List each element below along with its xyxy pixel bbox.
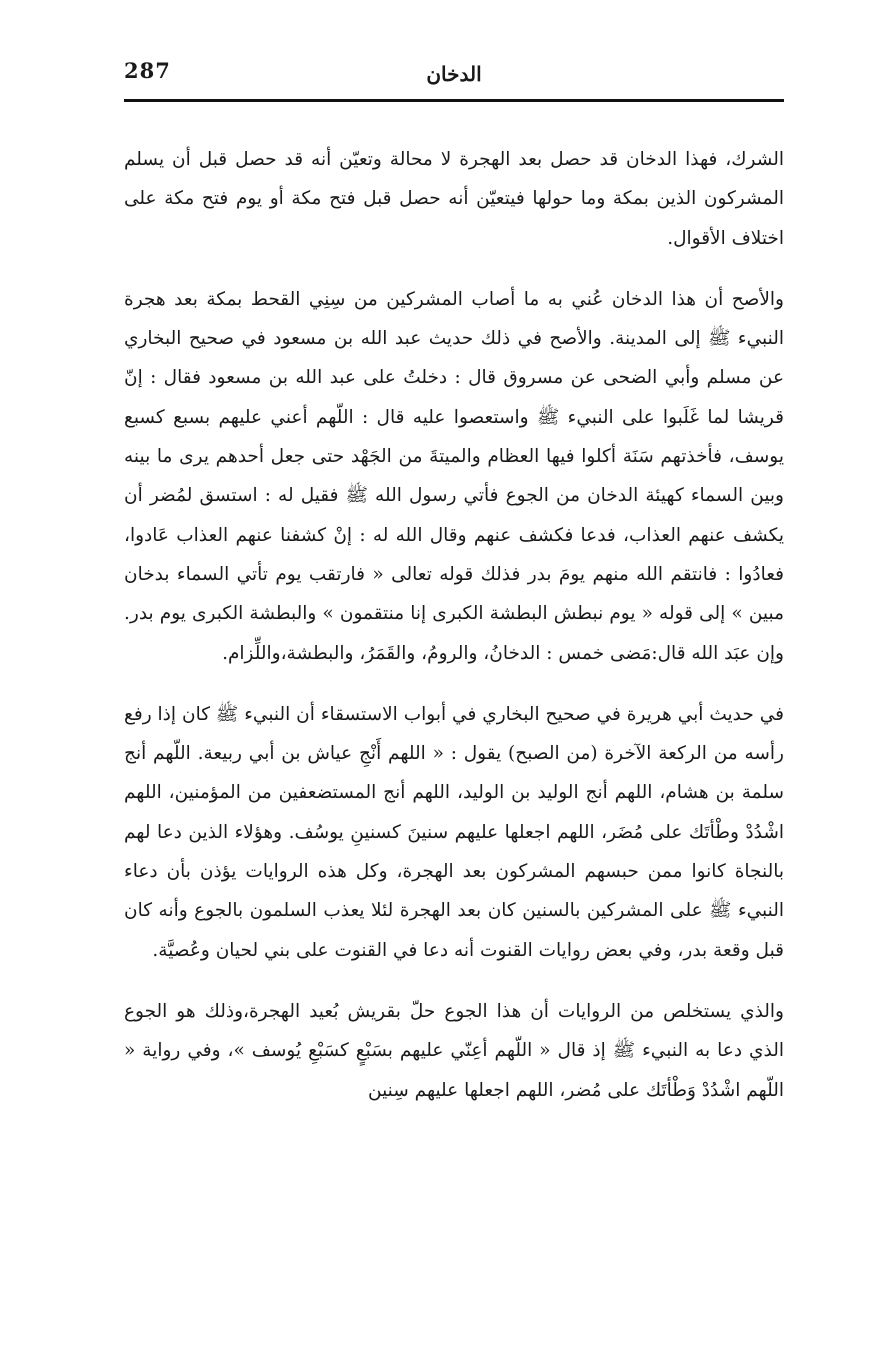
page-number: 287: [124, 58, 171, 83]
running-title: الدخان: [426, 62, 482, 86]
body-text: [124, 140, 784, 1132]
page-header: [124, 52, 784, 100]
paragraph: في حديث أبي هريرة في صحيح البخاري في أبواب الاستسقاء أن النبيء ﷺ كان إذا رفع رأسه من الركعة الآخرة (من الصبح) يقول : « اللهم أَنْجِ عياش بن أبي ربيعة. اللّهم أنج سلمة بن هشام، اللهم أنج الوليد بن الوليد، اللهم أنج المستضعفين من المؤمنين، اللهم اشْدُدْ وطْأتَك على مُضَر، اللهم اجعلها عليهم سنينَ كسنينِ يوسُف. وهؤلاء الذين دعا لهم بالنجاة كانوا ممن حبسهم المشركون بعد الهجرة، وكل هذه الروايات يؤذن بأن دعاء النبيء ﷺ على المشركين بالسنين كان بعد الهجرة لئلا يعذب السلمون بالجوع وأنه كان قبل وقعة بدر، وفي بعض روايات القنوت أنه دعا في القنوت على بني لحيان وعُصيَّة.: [124, 703, 784, 961]
paragraph: الشرك، فهذا الدخان قد حصل بعد الهجرة لا محالة وتعيّن أنه قد حصل قبل أن يسلم المشركون الذين بمكة وما حولها فيتعيّن أنه حصل قبل فتح مكة أو يوم فتح مكة على اختلاف الأقوال.: [124, 149, 784, 249]
paragraph: والذي يستخلص من الروايات أن هذا الجوع حلّ بقريش بُعيد الهجرة،وذلك هو الجوع الذي دعا به النبيء ﷺ إذ قال « اللّهم أعِنّي عليهم بسَبْعٍ كسَبْعِ يُوسف »، وفي رواية « اللّهم اشْدُدْ وَطْأتَك على مُضر، اللهم اجعلها عليهم سِنين: [124, 1000, 784, 1101]
paragraph: والأصح أن هذا الدخان عُني به ما أصاب المشركين من سِنِي القحط بمكة بعد هجرة النبيء ﷺ إلى المدينة. والأصح في ذلك حديث عبد الله بن مسعود في صحيح البخاري عن مسلم وأبي الضحى عن مسروق قال : دخلتُ على عبد الله بن مسعود فقال : إنّ قريشا لما غَلَبوا على النبيء ﷺ واستعصوا عليه قال : اللّهم أعني عليهم بسبع كسبع يوسف، فأخذتهم سَنَة أكلوا فيها العظام والميتةَ من الجَهْد حتى جعل أحدهم يرى ما بينه وبين السماء كهيئة الدخان من الجوع فأتي رسول الله ﷺ فقيل له : استسق لمُضر أن يكشف عنهم العذاب، فدعا فكشف عنهم وقال الله له : إنْ كشفنا عنهم العذاب عَادوا، فعادُوا : فانتقم الله منهم يومَ بدر فذلك قوله تعالى « فارتقب يوم تأتي السماء بدخان مبين » إلى قوله « يوم نبطش البطشة الكبرى إنا منتقمون » والبطشة الكبرى يوم بدر. وإن عبَد الله قال:مَضى خمس : الدخانُ، والرومُ، والقَمَرُ، والبطشة،واللِّزام.: [124, 288, 784, 664]
header-rule: [124, 99, 784, 102]
